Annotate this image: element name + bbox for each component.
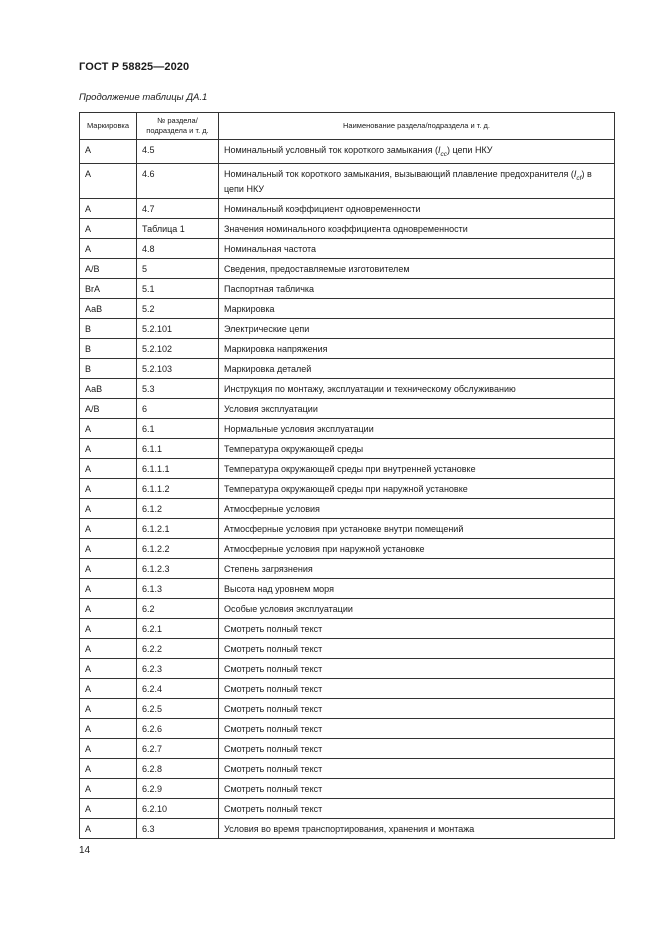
- table-row: [80, 258, 615, 278]
- cell-section-name: Смотреть полный текст: [219, 618, 615, 638]
- cell-section-number: 5.2.101: [137, 318, 219, 338]
- table-row: [80, 618, 615, 638]
- section-name-text: ) в цепи НКУ: [224, 168, 592, 194]
- cell-marking: В: [80, 358, 137, 378]
- cell-marking: А: [80, 163, 137, 198]
- cell-section-name: Условия во время транспортирования, хранения и монтажа: [219, 818, 615, 838]
- table-row: [80, 458, 615, 478]
- cell-section-name: Инструкция по монтажу, эксплуатации и техническому обслуживанию: [219, 378, 615, 398]
- cell-marking: А: [80, 418, 137, 438]
- table-row: [80, 718, 615, 738]
- cell-marking: А: [80, 538, 137, 558]
- cell-section-number: 6.2.3: [137, 658, 219, 678]
- cell-section-number: 6.2.9: [137, 778, 219, 798]
- table-row: [80, 758, 615, 778]
- cell-marking: А: [80, 518, 137, 538]
- cell-section-name: Смотреть полный текст: [219, 718, 615, 738]
- cell-section-name: Маркировка напряжения: [219, 338, 615, 358]
- table-row: [80, 358, 615, 378]
- cell-marking: А: [80, 738, 137, 758]
- current-symbol: I: [573, 168, 577, 179]
- table-caption: Продолжение таблицы ДА.1: [79, 92, 208, 103]
- cell-section-name: Степень загрязнения: [219, 558, 615, 578]
- cell-marking: ВrА: [80, 278, 137, 298]
- table-row: [80, 538, 615, 558]
- table-row: [80, 518, 615, 538]
- table-row: [80, 478, 615, 498]
- cell-section-number: 4.7: [137, 198, 219, 218]
- cell-section-number: 6.1.1: [137, 438, 219, 458]
- cell-section-name: Электрические цепи: [219, 318, 615, 338]
- cell-section-name: Атмосферные условия при наружной установке: [219, 538, 615, 558]
- cell-section-name: Смотреть полный текст: [219, 738, 615, 758]
- cell-marking: А: [80, 578, 137, 598]
- table-row: [80, 738, 615, 758]
- cell-marking: А: [80, 478, 137, 498]
- table-header-row: [80, 113, 615, 140]
- cell-section-number: 6.1.1.1: [137, 458, 219, 478]
- table-row: [80, 678, 615, 698]
- cell-section-number: 6.1.2.2: [137, 538, 219, 558]
- column-header-marking: Маркировка: [80, 113, 137, 140]
- cell-marking: А: [80, 238, 137, 258]
- cell-marking: А/В: [80, 258, 137, 278]
- cell-marking: А: [80, 140, 137, 164]
- table-row: [80, 398, 615, 418]
- cell-section-name: Номинальный коэффициент одновременности: [219, 198, 615, 218]
- column-header-section-name: Наименование раздела/подраздела и т. д.: [219, 113, 615, 140]
- cell-section-name: Смотреть полный текст: [219, 638, 615, 658]
- table-row: [80, 778, 615, 798]
- table-body: [80, 140, 615, 839]
- cell-section-name: Атмосферные условия при установке внутри помещений: [219, 518, 615, 538]
- table-row: [80, 578, 615, 598]
- cell-marking: А: [80, 438, 137, 458]
- table-row: [80, 438, 615, 458]
- cell-section-name: Высота над уровнем моря: [219, 578, 615, 598]
- cell-marking: А: [80, 558, 137, 578]
- cell-section-name: Температура окружающей среды: [219, 438, 615, 458]
- cell-section-number: 6.3: [137, 818, 219, 838]
- column-header-section-number: № раздела/ подраздела и т. д.: [137, 113, 219, 140]
- cell-section-name: Условия эксплуатации: [219, 398, 615, 418]
- cell-marking: АаВ: [80, 298, 137, 318]
- table-row: [80, 278, 615, 298]
- cell-marking: В: [80, 338, 137, 358]
- table-row: [80, 498, 615, 518]
- cell-section-number: 6.1.3: [137, 578, 219, 598]
- cell-marking: А: [80, 498, 137, 518]
- cell-section-number: 6: [137, 398, 219, 418]
- cell-section-name: Номинальная частота: [219, 238, 615, 258]
- cell-section-number: 4.6: [137, 163, 219, 198]
- cell-section-name: Сведения, предоставляемые изготовителем: [219, 258, 615, 278]
- cell-marking: А: [80, 818, 137, 838]
- cell-marking: А: [80, 198, 137, 218]
- cell-section-number: 5.3: [137, 378, 219, 398]
- cell-marking: А: [80, 218, 137, 238]
- cell-section-name: Маркировка: [219, 298, 615, 318]
- cell-section-number: 6.2.5: [137, 698, 219, 718]
- cell-marking: В: [80, 318, 137, 338]
- cell-marking: А: [80, 458, 137, 478]
- table-row: [80, 338, 615, 358]
- cell-section-name: Паспортная табличка: [219, 278, 615, 298]
- cell-section-number: 5: [137, 258, 219, 278]
- cell-section-name: Смотреть полный текст: [219, 678, 615, 698]
- section-name-text: Номинальный условный ток короткого замыкания (: [224, 145, 438, 155]
- cell-section-name: Смотреть полный текст: [219, 658, 615, 678]
- table-row: [80, 658, 615, 678]
- cell-marking: А: [80, 778, 137, 798]
- cell-section-number: 6.1: [137, 418, 219, 438]
- cell-section-number: 6.1.2: [137, 498, 219, 518]
- cell-marking: А: [80, 658, 137, 678]
- table-row: [80, 558, 615, 578]
- section-name-text: ) цепи НКУ: [447, 145, 493, 155]
- table-row: [80, 163, 615, 198]
- cell-section-number: 6.2.2: [137, 638, 219, 658]
- cell-marking: А/В: [80, 398, 137, 418]
- document-title: ГОСТ Р 58825—2020: [79, 61, 190, 73]
- cell-section-name: Смотреть полный текст: [219, 758, 615, 778]
- cell-section-number: 6.2.1: [137, 618, 219, 638]
- cell-section-number: 5.2.103: [137, 358, 219, 378]
- cell-marking: А: [80, 598, 137, 618]
- cell-section-name: Смотреть полный текст: [219, 778, 615, 798]
- table-row: [80, 218, 615, 238]
- cell-section-name: Температура окружающей среды при наружной установке: [219, 478, 615, 498]
- cell-section-name: Смотреть полный текст: [219, 798, 615, 818]
- cell-section-name: [219, 140, 615, 164]
- cell-section-name: Атмосферные условия: [219, 498, 615, 518]
- cell-section-number: 6.2.8: [137, 758, 219, 778]
- cell-marking: А: [80, 638, 137, 658]
- cell-section-number: 4.8: [137, 238, 219, 258]
- cell-section-name: Нормальные условия эксплуатации: [219, 418, 615, 438]
- table-row: [80, 238, 615, 258]
- cell-marking: А: [80, 758, 137, 778]
- correspondence-table: [79, 112, 615, 839]
- table-row: [80, 598, 615, 618]
- cell-section-number: 6.2.4: [137, 678, 219, 698]
- cell-section-name: Значения номинального коэффициента одновременности: [219, 218, 615, 238]
- page-number: 14: [79, 845, 91, 856]
- cell-section-number: 5.1: [137, 278, 219, 298]
- table-row: [80, 818, 615, 838]
- table-row: [80, 418, 615, 438]
- current-symbol: I: [437, 145, 441, 155]
- cell-marking: А: [80, 718, 137, 738]
- cell-section-number: 6.2.6: [137, 718, 219, 738]
- table-row: [80, 140, 615, 164]
- cell-section-number: 6.1.2.3: [137, 558, 219, 578]
- cell-section-number: 4.5: [137, 140, 219, 164]
- cell-section-number: 6.2.7: [137, 738, 219, 758]
- table-row: [80, 198, 615, 218]
- section-name-text: Номинальный ток короткого замыкания, вызывающий плавление предохранителя (: [224, 168, 574, 179]
- cell-section-name: Температура окружающей среды при внутренней установке: [219, 458, 615, 478]
- table-row: [80, 378, 615, 398]
- cell-section-name: Смотреть полный текст: [219, 698, 615, 718]
- table-row: [80, 698, 615, 718]
- current-subscript: cc: [440, 150, 447, 158]
- cell-section-number: 6.1.1.2: [137, 478, 219, 498]
- current-subscript: cf: [576, 174, 582, 182]
- cell-marking: А: [80, 678, 137, 698]
- cell-section-number: 5.2.102: [137, 338, 219, 358]
- table-row: [80, 798, 615, 818]
- cell-marking: А: [80, 618, 137, 638]
- cell-marking: А: [80, 698, 137, 718]
- cell-section-number: 6.2.10: [137, 798, 219, 818]
- cell-section-name: Маркировка деталей: [219, 358, 615, 378]
- table-row: [80, 318, 615, 338]
- cell-section-name: Особые условия эксплуатации: [219, 598, 615, 618]
- table-row: [80, 638, 615, 658]
- cell-section-number: 6.2: [137, 598, 219, 618]
- cell-section-number: 6.1.2.1: [137, 518, 219, 538]
- cell-marking: А: [80, 798, 137, 818]
- cell-section-name: [219, 163, 615, 198]
- table-row: [80, 298, 615, 318]
- cell-section-number: 5.2: [137, 298, 219, 318]
- cell-section-number: Таблица 1: [137, 218, 219, 238]
- cell-marking: АаВ: [80, 378, 137, 398]
